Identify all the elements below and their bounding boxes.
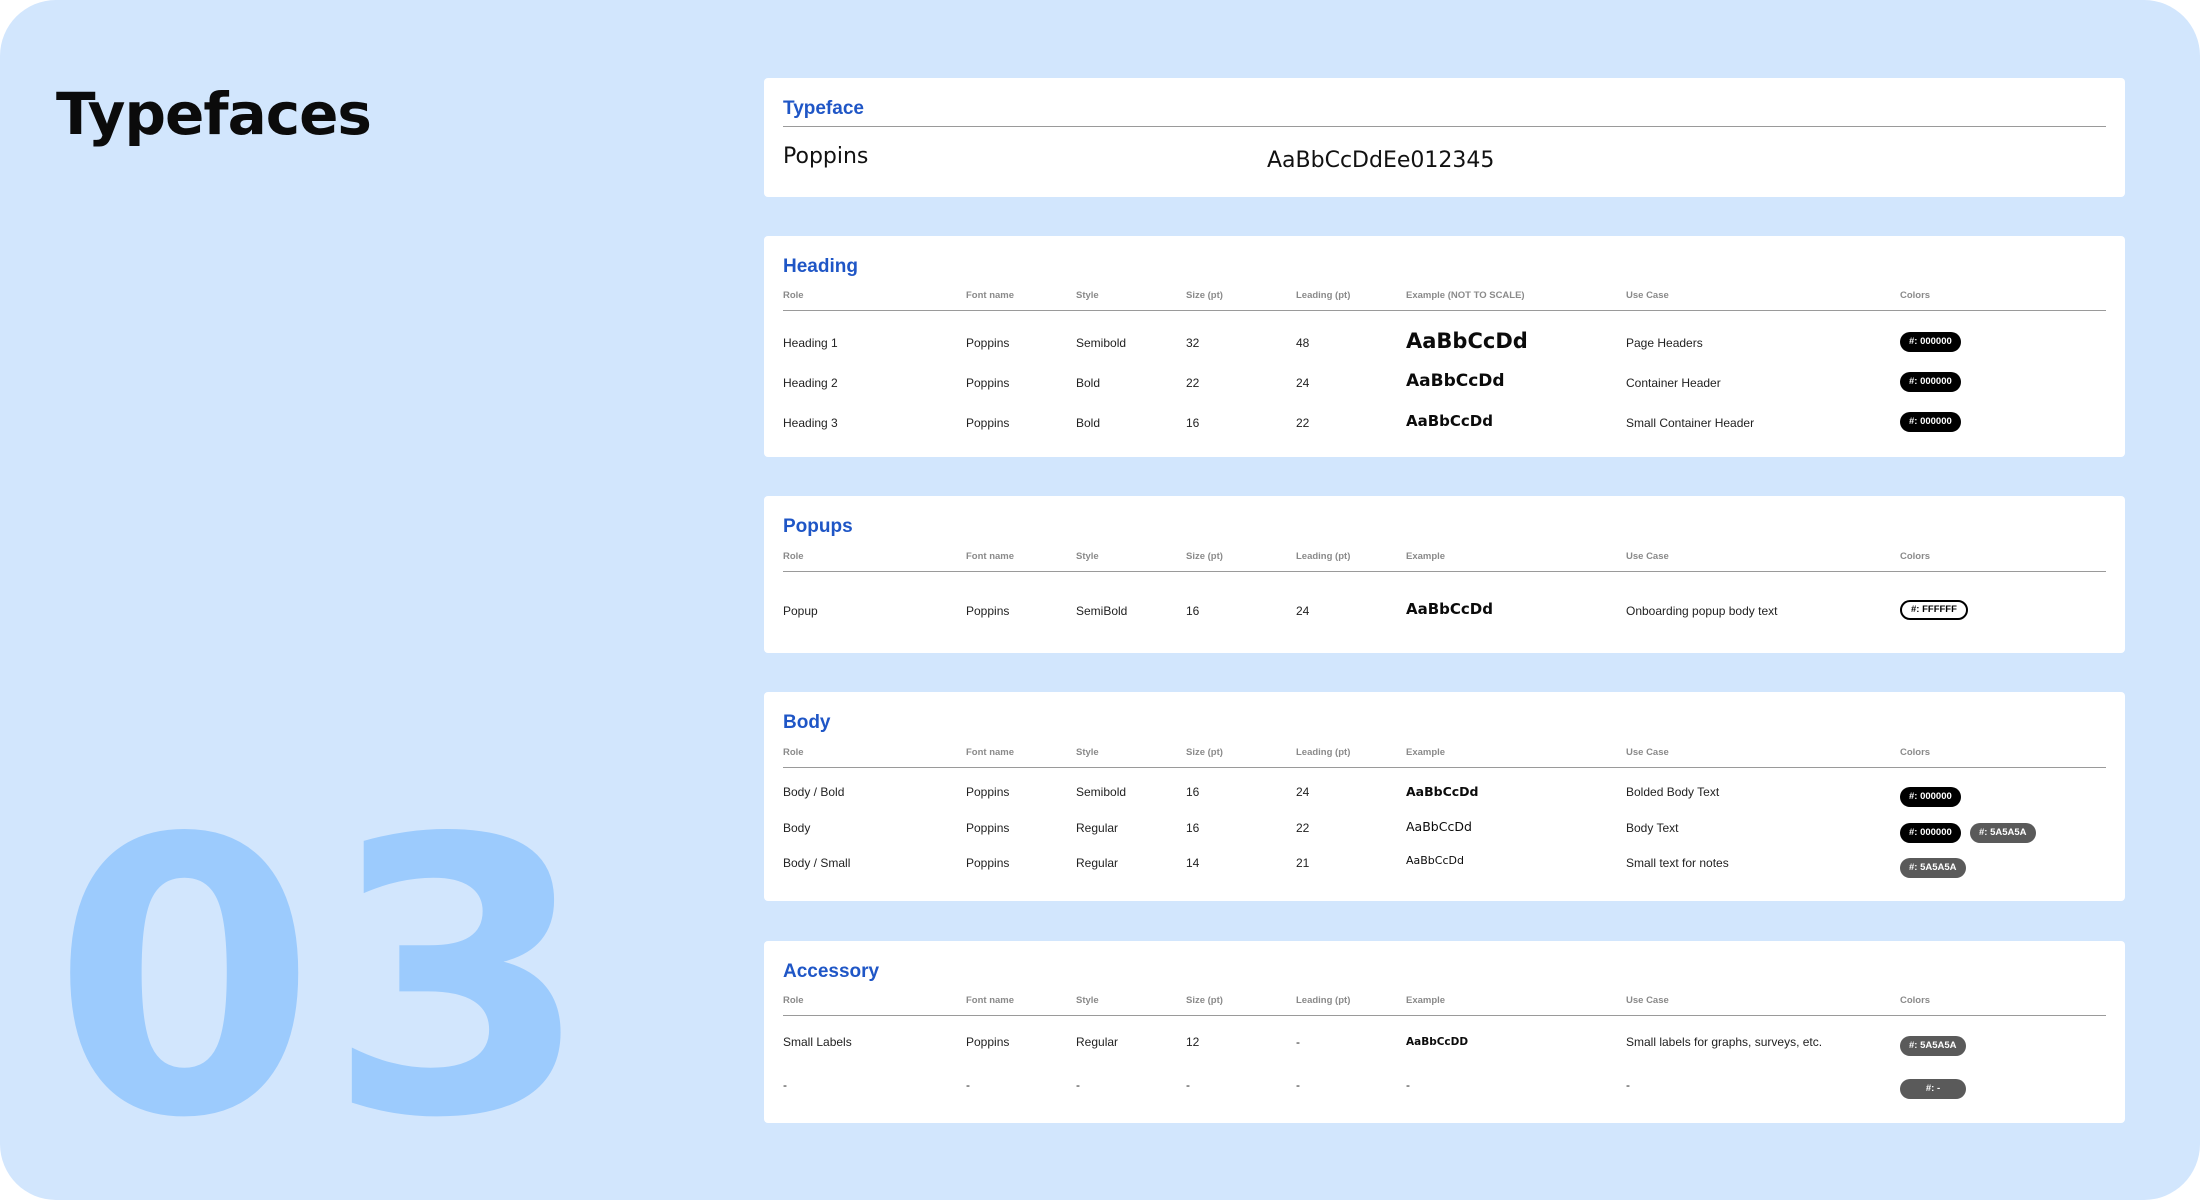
cell-example: AaBbCcDD	[1406, 1036, 1469, 1048]
divider	[783, 1015, 2106, 1016]
cell-usecase: Small text for notes	[1626, 856, 1729, 870]
cell-font: Poppins	[966, 376, 1010, 390]
cell-example: -	[1406, 1078, 1410, 1092]
column-header-colors: Colors	[1900, 290, 1931, 301]
cell-size: 12	[1186, 1035, 1200, 1049]
color-chip: #: -	[1900, 1079, 1966, 1099]
color-chip: #: FFFFFF	[1900, 600, 1968, 620]
column-header-role: Role	[783, 995, 804, 1006]
cell-example: AaBbCcDd	[1406, 329, 1528, 353]
cell-usecase: Small Container Header	[1626, 416, 1755, 430]
divider	[783, 571, 2106, 572]
cell-style: Semibold	[1076, 336, 1127, 350]
column-header-role: Role	[783, 747, 804, 758]
cell-role: Body	[783, 821, 811, 835]
cell-leading: 24	[1296, 604, 1310, 618]
column-header-colors: Colors	[1900, 995, 1931, 1006]
popups-card-title: Popups	[783, 516, 853, 537]
column-header-size: Size (pt)	[1186, 290, 1223, 301]
accessory-card-title: Accessory	[783, 961, 880, 982]
cell-example: AaBbCcDd	[1406, 412, 1493, 430]
cell-style: Semibold	[1076, 785, 1127, 799]
color-chip: #: 5A5A5A	[1900, 858, 1966, 878]
column-header-style: Style	[1076, 551, 1099, 562]
column-header-usecase: Use Case	[1626, 747, 1669, 758]
cell-size: 16	[1186, 821, 1200, 835]
cell-font: Poppins	[966, 336, 1010, 350]
cell-leading: 22	[1296, 416, 1310, 430]
cell-example: AaBbCcDd	[1406, 819, 1472, 834]
cell-leading: 22	[1296, 821, 1310, 835]
cell-role: Body / Bold	[783, 785, 845, 799]
column-header-leading: Leading (pt)	[1296, 290, 1351, 301]
cell-leading: 21	[1296, 856, 1310, 870]
cell-leading: -	[1296, 1035, 1300, 1049]
cell-font: Poppins	[966, 821, 1010, 835]
cell-leading: 24	[1296, 376, 1310, 390]
accessory-card	[764, 941, 2125, 1123]
column-header-example: Example	[1406, 551, 1446, 562]
column-header-style: Style	[1076, 995, 1099, 1006]
cell-style: SemiBold	[1076, 604, 1128, 618]
section-number: 03	[52, 758, 601, 1200]
color-chip: #: 000000	[1900, 787, 1961, 807]
cell-example: AaBbCcDd	[1406, 854, 1464, 867]
typeface-card	[764, 78, 2125, 197]
typeface-card-title: Typeface	[783, 98, 864, 119]
cell-usecase: -	[1626, 1078, 1630, 1092]
cell-size: -	[1186, 1078, 1190, 1092]
typeface-sample: AaBbCcDdEe012345	[1267, 148, 1495, 173]
popups-card	[764, 496, 2125, 653]
cell-role: -	[783, 1078, 787, 1092]
column-header-role: Role	[783, 551, 804, 562]
cell-leading: 48	[1296, 336, 1310, 350]
cell-size: 14	[1186, 856, 1200, 870]
color-chip: #: 000000	[1900, 332, 1961, 352]
divider	[783, 767, 2106, 768]
cell-style: -	[1076, 1078, 1080, 1092]
column-header-example: Example (NOT TO SCALE)	[1406, 290, 1525, 301]
cell-leading: -	[1296, 1078, 1300, 1092]
column-header-leading: Leading (pt)	[1296, 995, 1351, 1006]
color-chip: #: 000000	[1900, 412, 1961, 432]
column-header-font: Font name	[966, 747, 1015, 758]
divider	[783, 310, 2106, 311]
body-card	[764, 692, 2125, 901]
cell-font: -	[966, 1078, 970, 1092]
column-header-colors: Colors	[1900, 747, 1931, 758]
cell-usecase: Small labels for graphs, surveys, etc.	[1626, 1035, 1823, 1049]
color-chip: #: 5A5A5A	[1970, 823, 2036, 843]
body-card-title: Body	[783, 712, 831, 733]
cell-size: 22	[1186, 376, 1200, 390]
cell-style: Bold	[1076, 416, 1101, 430]
cell-font: Poppins	[966, 416, 1010, 430]
column-header-role: Role	[783, 290, 804, 301]
cell-usecase: Bolded Body Text	[1626, 785, 1720, 799]
color-chip: #: 000000	[1900, 823, 1961, 843]
column-header-example: Example	[1406, 747, 1446, 758]
column-header-colors: Colors	[1900, 551, 1931, 562]
cell-usecase: Body Text	[1626, 821, 1679, 835]
column-header-leading: Leading (pt)	[1296, 747, 1351, 758]
cell-size: 32	[1186, 336, 1200, 350]
color-chip: #: 5A5A5A	[1900, 1036, 1966, 1056]
cell-size: 16	[1186, 604, 1200, 618]
cell-role: Small Labels	[783, 1035, 852, 1049]
divider	[783, 126, 2106, 127]
cell-usecase: Page Headers	[1626, 336, 1703, 350]
column-header-style: Style	[1076, 290, 1099, 301]
cell-role: Heading 1	[783, 336, 838, 350]
cell-font: Poppins	[966, 604, 1010, 618]
cell-style: Regular	[1076, 856, 1119, 870]
page-title: Typefaces	[56, 80, 371, 148]
typeface-name: Poppins	[783, 144, 869, 169]
color-chip: #: 000000	[1900, 372, 1961, 392]
column-header-usecase: Use Case	[1626, 290, 1669, 301]
column-header-leading: Leading (pt)	[1296, 551, 1351, 562]
column-header-font: Font name	[966, 290, 1015, 301]
column-header-example: Example	[1406, 995, 1446, 1006]
column-header-size: Size (pt)	[1186, 551, 1223, 562]
column-header-font: Font name	[966, 551, 1015, 562]
column-header-size: Size (pt)	[1186, 747, 1223, 758]
cell-font: Poppins	[966, 785, 1010, 799]
column-header-usecase: Use Case	[1626, 551, 1669, 562]
column-header-style: Style	[1076, 747, 1099, 758]
cell-usecase: Container Header	[1626, 376, 1721, 390]
column-header-usecase: Use Case	[1626, 995, 1669, 1006]
column-header-font: Font name	[966, 995, 1015, 1006]
cell-size: 16	[1186, 785, 1200, 799]
heading-card	[764, 236, 2125, 457]
cell-size: 16	[1186, 416, 1200, 430]
cell-example: AaBbCcDd	[1406, 600, 1493, 618]
cell-style: Regular	[1076, 821, 1119, 835]
cell-role: Heading 3	[783, 416, 838, 430]
cell-leading: 24	[1296, 785, 1310, 799]
cell-role: Body / Small	[783, 856, 851, 870]
cell-style: Bold	[1076, 376, 1101, 390]
cell-font: Poppins	[966, 1035, 1010, 1049]
heading-card-title: Heading	[783, 256, 858, 277]
column-header-size: Size (pt)	[1186, 995, 1223, 1006]
cell-style: Regular	[1076, 1035, 1119, 1049]
cell-usecase: Onboarding popup body text	[1626, 604, 1778, 618]
cell-example: AaBbCcDd	[1406, 784, 1479, 799]
cell-font: Poppins	[966, 856, 1010, 870]
cell-example: AaBbCcDd	[1406, 371, 1505, 391]
cell-role: Popup	[783, 604, 818, 618]
cell-role: Heading 2	[783, 376, 838, 390]
